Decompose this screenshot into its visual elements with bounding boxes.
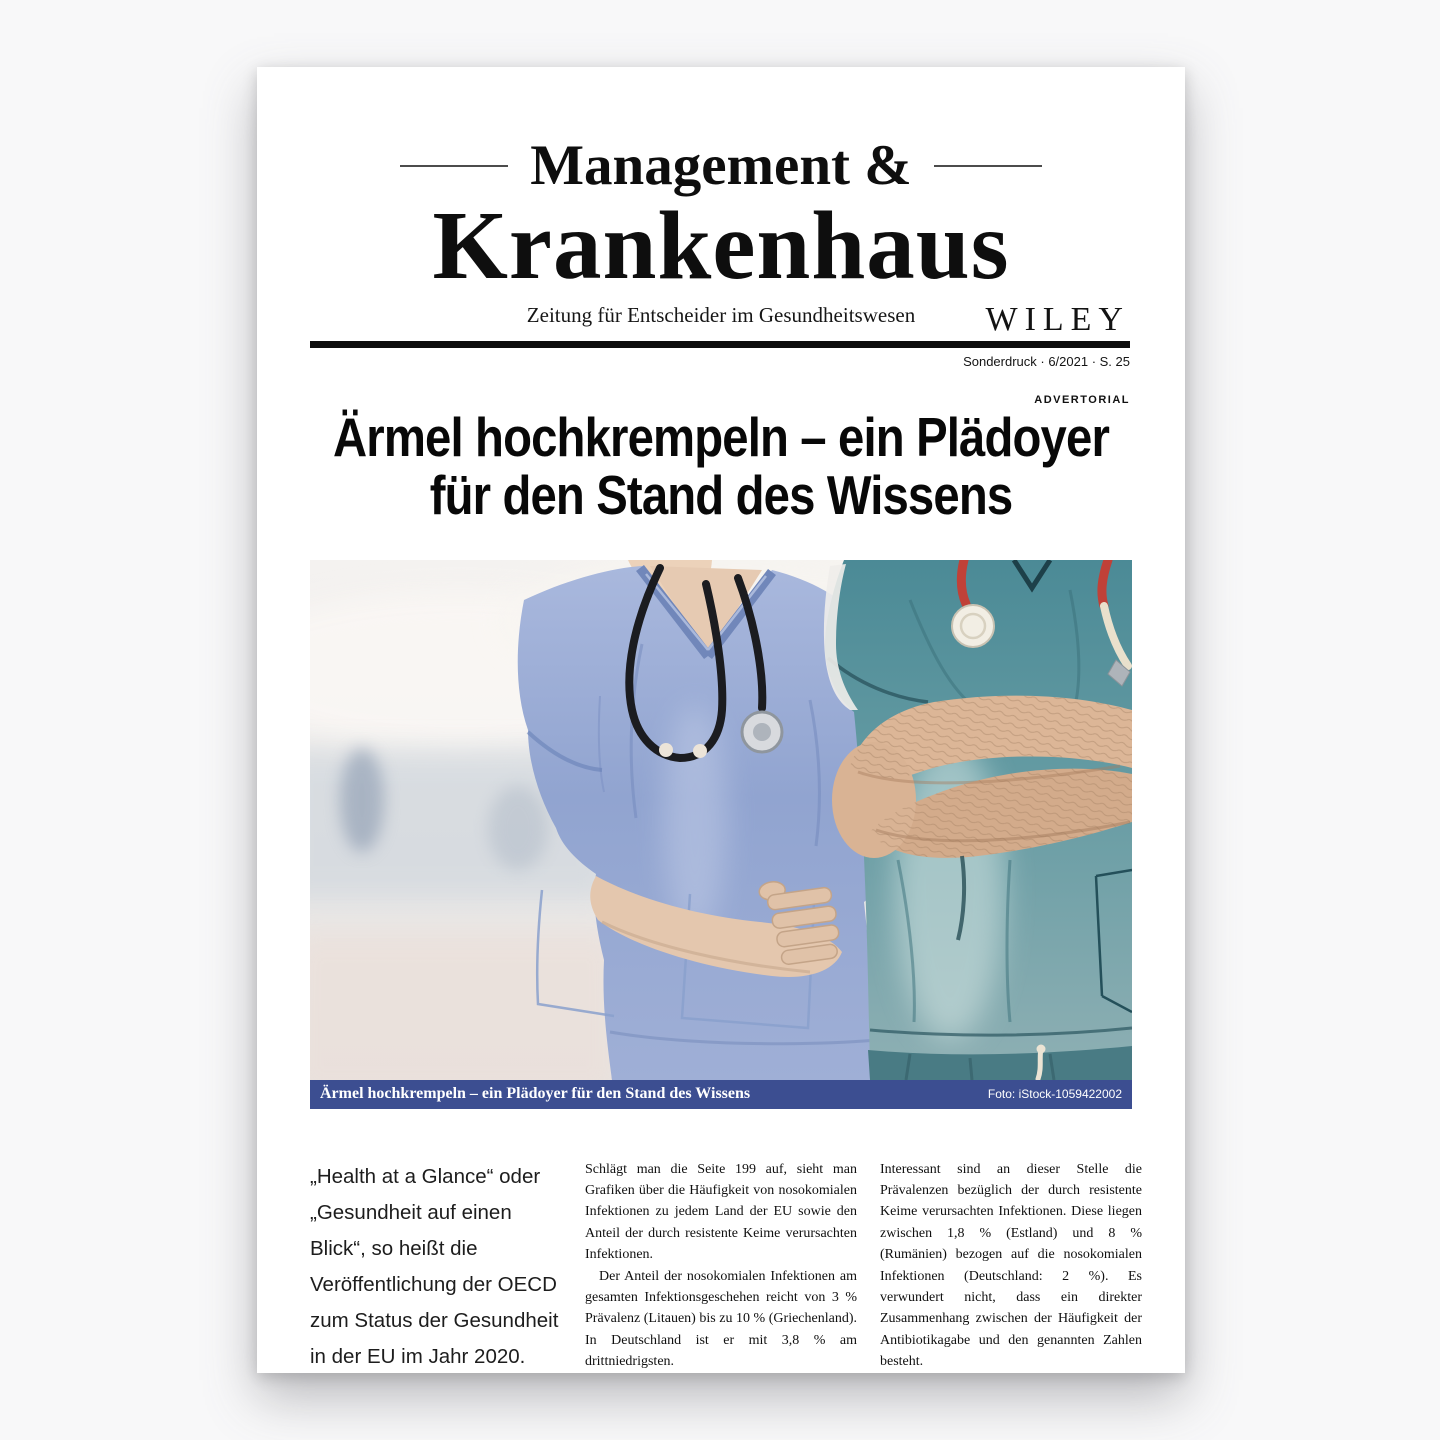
headline-line-2: für den Stand des Wissens bbox=[429, 464, 1013, 527]
advertorial-label: ADVERTORIAL bbox=[1034, 394, 1130, 407]
masthead-title-top: Management & bbox=[530, 134, 912, 197]
body-paragraph: Der Anteil der nosokomialen Infektionen am gesamten Infektionsgeschehen reicht von 3 % Prävalenz (Litauen) bis zu 10 % (Griechenland). In Deutschland ist er mit 3,8 % am drittniedrigsten. bbox=[585, 1268, 857, 1370]
masthead-divider-rule bbox=[310, 341, 1130, 348]
body-column-3 bbox=[880, 1159, 1142, 1375]
body-column-2 bbox=[585, 1159, 857, 1375]
photo-credit: Foto: iStock-1059422002 bbox=[987, 1087, 1122, 1102]
photo-caption: Ärmel hochkrempeln – ein Plädoyer für den Stand des Wissens bbox=[320, 1085, 751, 1103]
doctor-figure bbox=[825, 560, 1132, 1080]
body-paragraph: Interessant sind an dieser Stelle die Prävalenzen bezüglich der durch resistente Keime verursachten Infektionen. Diese liegen zwischen 1,8 % (Estland) und 8 % (Rumänien) bezogen auf die nosokomialen Infektionen (Deutschland: 2 %). Es verwundert nicht, dass ein direkter Zusammenhang zwischen der Häufigkeit der Antibiotikagabe und den genannten Zahlen besteht. bbox=[880, 1161, 1142, 1370]
newspaper-page bbox=[257, 67, 1185, 1373]
article-body bbox=[310, 1159, 1142, 1375]
intro-column: „Health at a Glance“ oder „Gesundheit auf einen Blick“, so heißt die Veröffentlichung der OECD zum Status der Gesundheit in der EU im Jahr 2020. bbox=[310, 1164, 559, 1368]
edition-info: Sonderdruck · 6/2021 · S. 25 bbox=[963, 354, 1130, 370]
headline-line-1: Ärmel hochkrempeln – ein Plädoyer bbox=[332, 406, 1109, 469]
masthead-subtitle: Zeitung für Entscheider im Gesundheitswesen bbox=[526, 303, 916, 328]
body-paragraph: Schlägt man die Seite 199 auf, sieht man Grafiken über die Häufigkeit von nosokomialen Infektionen zu jedem Land der EU sowie den Anteil der durch resistente Keime verursachten Infektionen. bbox=[585, 1161, 857, 1263]
article-headline bbox=[257, 408, 1185, 525]
wiley-logo: WILEY bbox=[985, 301, 1130, 338]
photo-caption-bar bbox=[310, 1080, 1132, 1109]
masthead-left-rule bbox=[400, 165, 508, 167]
photo-illustration-medical-staff bbox=[310, 560, 1132, 1080]
article-photo bbox=[310, 560, 1132, 1109]
masthead-right-rule bbox=[934, 165, 1042, 167]
masthead bbox=[257, 67, 1185, 328]
masthead-top-row bbox=[257, 134, 1185, 197]
masthead-title-main: Krankenhaus bbox=[432, 192, 1010, 299]
